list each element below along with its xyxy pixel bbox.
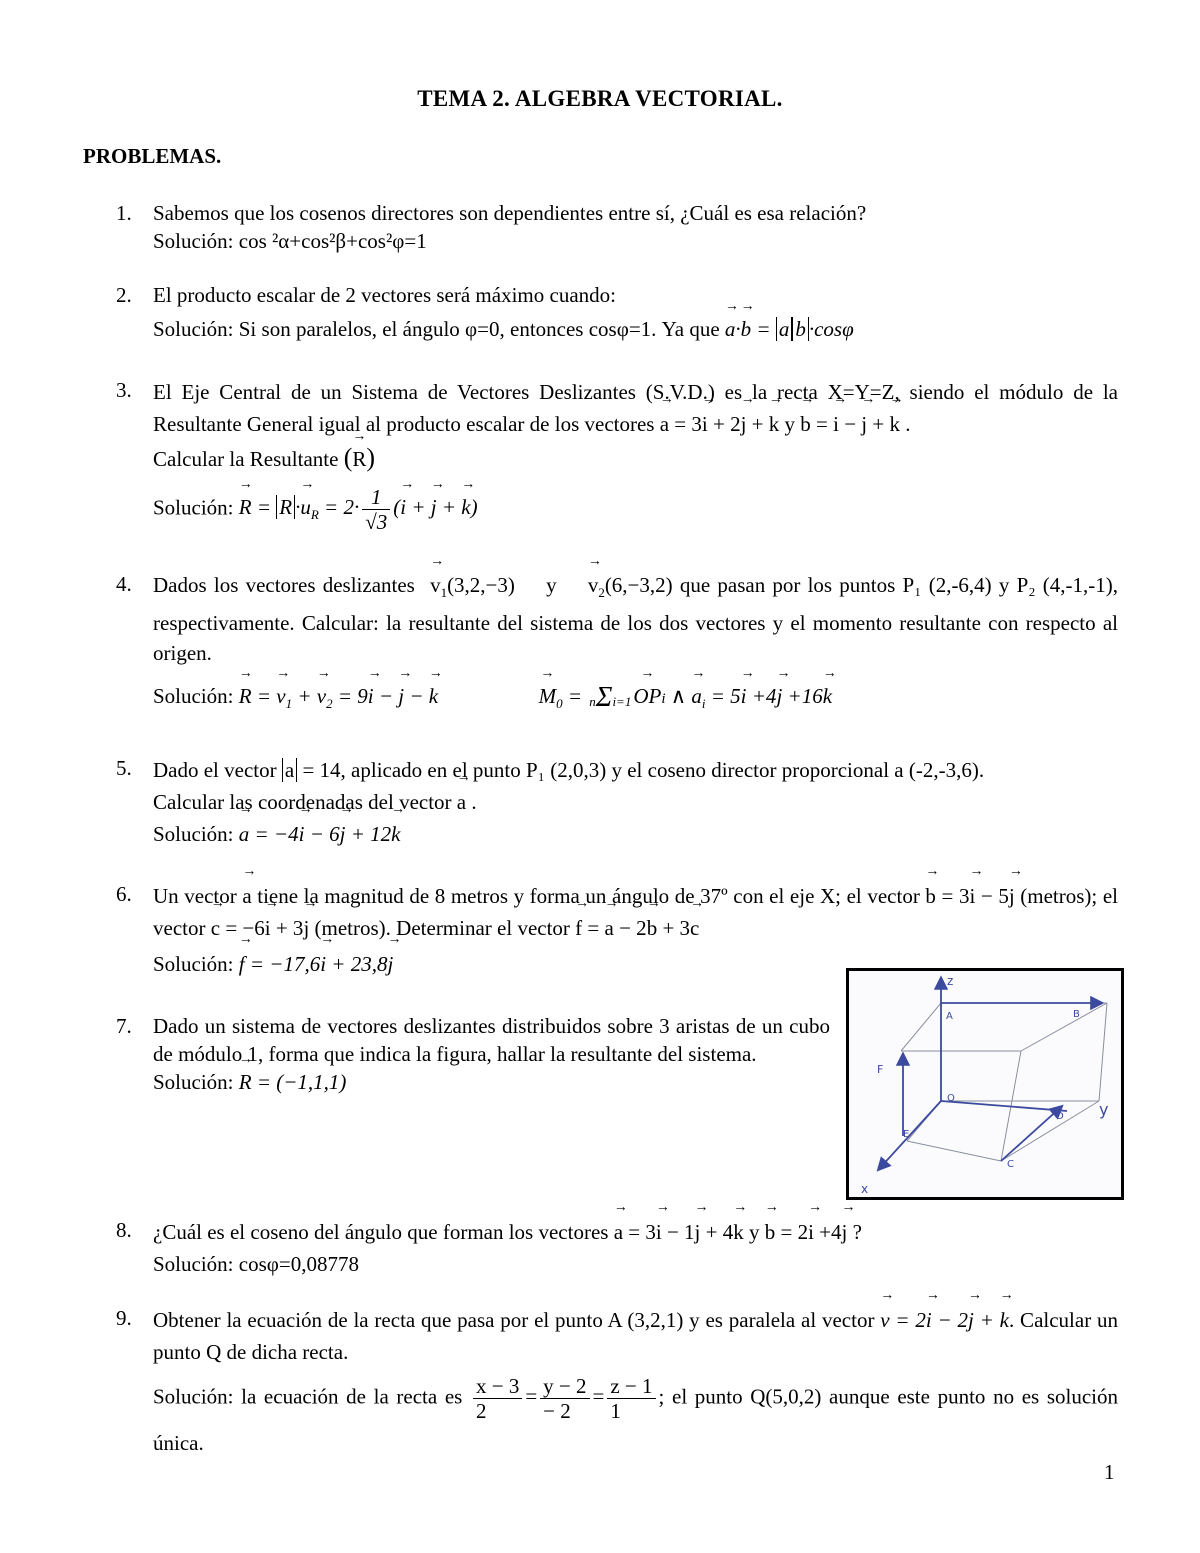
problem-6 <box>116 880 1118 980</box>
fig-label-A: A <box>946 1011 953 1022</box>
problem-3: 3. El Eje Central de un Sistema de Vectores Deslizantes (S.V.D.) es la recta X=Y=Z, siendo el módulo de la Resultante General igual al producto escalar de los vectores → a = 3→ i + 2→ j + → k y → b = → i − → j + → k . Calcular la Resultante (→ R) Solución: → $R = R \cdot\to u_R = 2\cdot$ $\frac{1}{√3}$ (→ i + → j + → k) <box>116 376 1118 534</box>
problem-text-b: tiene la magnitud de 8 metros y forma un ángulo de 37º con el eje X; el vector <box>257 884 920 908</box>
formula-b: → b = 3→ i − 5→ j <box>925 884 1014 908</box>
problem-text-a: Obtener la ecuación de la recta que pasa por el punto A (3,2,1) y es paralela al vector <box>153 1308 875 1332</box>
solution-line <box>153 1374 1118 1463</box>
problem-number: 6. <box>116 882 132 906</box>
formula: → a·→ b = a b ·cosφ <box>725 317 854 341</box>
problem-number: 8. <box>116 1218 132 1242</box>
solution-label: Solución: <box>153 684 234 709</box>
problem-number: 1. <box>116 201 132 225</box>
fig-label-C: C <box>1007 1159 1014 1170</box>
formula-magnitude: a = 14 <box>282 758 341 782</box>
problem-text: Sabemos que los cosenos directores son dependientes entre sí, ¿Cuál es esa relación? <box>153 201 867 225</box>
vector-v1: → $v_1(3,2,-3)$ <box>430 573 515 597</box>
formula-c: → c = −6→ i + 3→ j <box>211 916 310 940</box>
problem-text-end: Calcular la Resultante <box>153 447 339 471</box>
fig-label-x: x <box>861 1182 869 1196</box>
problem-8 <box>116 1216 1118 1280</box>
formula: → R = (−1,1,1) <box>239 1070 347 1094</box>
connector: y <box>784 412 796 436</box>
solution-line <box>153 315 1118 343</box>
problem-number: 5. <box>116 756 132 780</box>
formula: → f = −17,6→ i + 23,8→ j <box>239 952 394 976</box>
problem-9 <box>116 1304 1118 1463</box>
solution-label: Solución: <box>153 1070 234 1094</box>
problem-text-c: (metros); el vector <box>153 884 1118 940</box>
problem-number: 2. <box>116 283 132 307</box>
fig-label-O: O <box>947 1093 955 1104</box>
formula-a: → a = 3→ i − 1→ j + 4→ k <box>614 1220 744 1244</box>
formula: → $R = R \cdot\to u_R = 2\cdot$ $\frac{1}{√3}$ (→ i + → j + → k) <box>239 495 478 519</box>
fig-label-D: D <box>1056 1111 1064 1122</box>
vector-a: → a <box>242 884 251 908</box>
problem-number: 7. <box>116 1014 132 1038</box>
formula-b: → b = 2→ i +4→ j ? <box>765 1220 862 1244</box>
problem-4 <box>116 570 1118 718</box>
fig-label-z: z <box>947 974 954 988</box>
solution-line <box>153 485 1118 534</box>
formula-line: $\frac{x - 3}{2}$ = $\frac{y - 2}{- 2}$ = $\frac{z - 1}{1}$ <box>470 1384 659 1408</box>
problem-5 <box>116 754 1118 850</box>
problem-number: 9. <box>116 1306 132 1330</box>
solution-tail: ; el punto Q(5,0,2) aunque este punto no es solución única. <box>153 1384 1118 1455</box>
formula-resultant: → R = → $v_1$ + → $v_2 = 9\to i$ − → j − → k <box>239 684 444 708</box>
problem-text-b: . Calcular un punto Q de dicha recta. <box>153 1308 1119 1364</box>
problem-text: El Eje Central de un Sistema de Vectores Deslizantes (S.V.D.) es la recta X=Y=Z, siendo el módulo de la Resultante General igual al producto escalar de los vectores <box>153 380 1118 436</box>
problem-number: 4. <box>116 572 132 596</box>
formula: → a = −4→ i − 6→ j + 12→ k <box>239 822 401 846</box>
cube-figure <box>846 968 1124 1200</box>
solution-label: Solución: <box>153 952 234 976</box>
page-number: 1 <box>1104 1460 1115 1484</box>
formula-moment: → $M_0 = n\Sigma i=1\to$ OPi ∧ → $a_i = 5\to i +4\to j +16\to k$ <box>539 684 832 708</box>
problem-text-c: Calcular las coordenadas del vector <box>153 790 452 814</box>
formula-f: → f = → a − 2→ b + 3→ c <box>575 916 699 940</box>
problem-text-a: Dado el vector <box>153 758 277 782</box>
problem-7 <box>116 1012 830 1096</box>
fig-label-E: E <box>903 1129 910 1140</box>
problem-text-b: , aplicado en el punto P₁ (2,0,3) y el coseno director proporcional a (-2,-3,6). <box>340 758 985 782</box>
vector-v2: → $v_2(6,-3,2)$ <box>588 573 673 597</box>
problem-text-a: Dados los vectores deslizantes <box>153 573 415 597</box>
connector: y <box>748 1220 760 1244</box>
formula-b: → b = → i − → j + → k . <box>800 412 910 436</box>
formula-v: → v = 2→ i − 2→ j + → k <box>880 1308 1009 1332</box>
fig-label-y: y <box>1099 1100 1109 1119</box>
solution-lead: Solución: Si son paralelos, el ángulo φ=0, entonces cosφ=1. Ya que <box>153 317 720 341</box>
formula-a: → a = 3→ i + 2→ j + → k <box>660 412 780 436</box>
solution-label: Solución: <box>153 822 234 846</box>
problem-2 <box>116 281 1118 343</box>
problem-number: 3. <box>116 378 132 402</box>
solution-lead: Solución: la ecuación de la recta es <box>153 1384 463 1409</box>
problem-text: El producto escalar de 2 vectores será máximo cuando: <box>153 283 616 307</box>
problem-text: ¿Cuál es el coseno del ángulo que forman los vectores <box>153 1220 609 1244</box>
page-title: TEMA 2. ALGEBRA VECTORIAL. <box>417 86 783 111</box>
problem-solution: Solución: cos ²α+cos²β+cos²φ=1 <box>153 229 427 253</box>
problem-text-a: Un vector <box>153 884 237 908</box>
fig-label-F: F <box>877 1063 884 1076</box>
vector-a: → a . <box>457 790 477 814</box>
cube-sketch <box>849 971 1121 1197</box>
problem-solution: Solución: cosφ=0,08778 <box>153 1252 359 1276</box>
solution-line <box>153 1068 830 1096</box>
formula-r: ( <box>343 443 353 472</box>
solution-line <box>153 818 1118 850</box>
solution-label: Solución: <box>153 495 234 520</box>
problem-text-d: (metros). Determinar el vector <box>314 916 570 940</box>
section-heading: PROBLEMAS. <box>83 144 222 168</box>
solution-line <box>153 682 1118 718</box>
fig-label-B: B <box>1073 1009 1080 1020</box>
problem-text: Dado un sistema de vectores deslizantes distribuidos sobre 3 aristas de un cubo de módulo 1, forma que indica la figura, hallar la resultante del sistema. <box>153 1014 830 1066</box>
connector: y <box>546 573 557 597</box>
problem-text-b: que pasan por los puntos P₁ (2,-6,4) y P₂ (4,-1,-1), respectivamente. Calcular: la resultante del sistema de los dos vectores y el momento resultante con respecto al origen. <box>153 573 1118 666</box>
problem-1 <box>116 199 1118 255</box>
